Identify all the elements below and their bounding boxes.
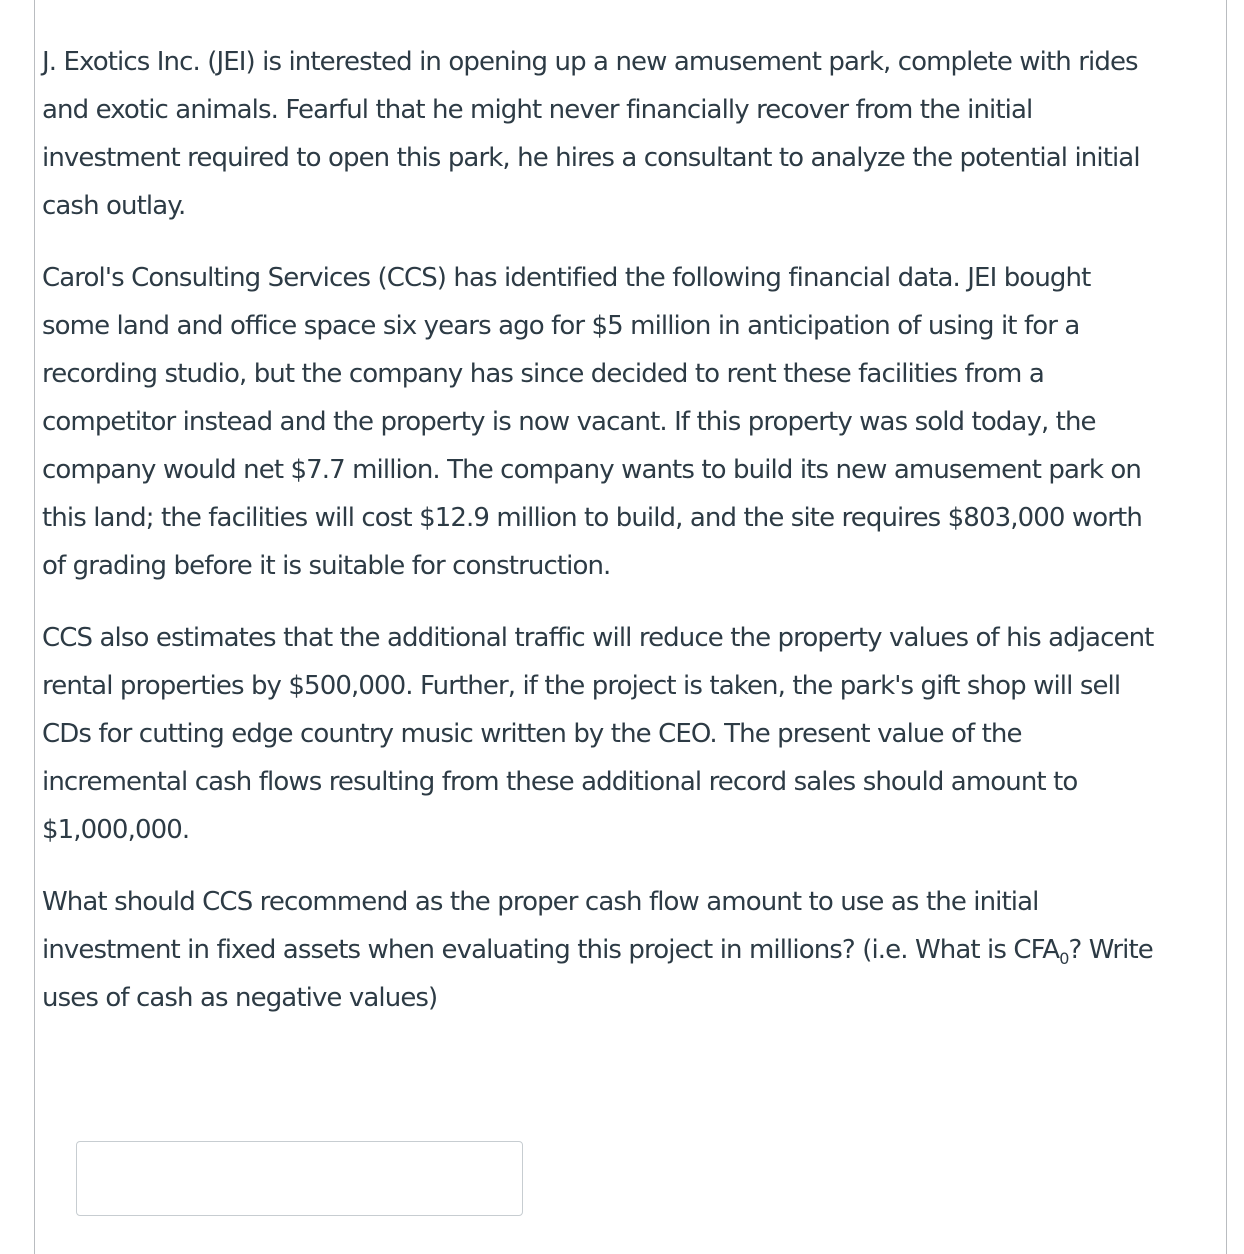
question-text — [42, 38, 1162, 1046]
question-prompt-start: What should CCS recommend as the proper cash flow amount to use as the initial investment in fixed assets when evaluating this project in millions? (i.e. What is CFA — [42, 887, 1060, 965]
question-paragraph-4 — [42, 878, 1162, 1022]
question-subscript: 0 — [1059, 949, 1069, 969]
question-paragraph-1: J. Exotics Inc. (JEI) is interested in opening up a new amusement park, complete with rides and exotic animals. Fearful that he might never financially recover from the initial investment required to open this park, he hires a consultant to analyze the potential initial cash outlay. — [42, 47, 1140, 221]
question-paragraph-2: Carol's Consulting Services (CCS) has identified the following financial data. JEI bought some land and office space six years ago for $5 million in anticipation of using it for a recording studio, but the company has since decided to rent these facilities from a competitor instead and the property is now vacant. If this property was sold today, the company would net $7.7 million. The company wants to build its new amusement park on this land; the facilities will cost $12.9 million to build, and the site requires $803,000 worth of grading before it is suitable for construction. — [42, 263, 1142, 581]
answer-input[interactable] — [76, 1141, 523, 1216]
question-paragraph-3: CCS also estimates that the additional traffic will reduce the property values of his adjacent rental properties by $500,000. Further, if the project is taken, the park's gift shop will sell CDs for cutting edge country music written by the CEO. The present value of the incremental cash flows resulting from these additional record sales should amount to $1,000,000. — [42, 623, 1154, 845]
question-prompt-end: ? Write uses of cash as negative values) — [42, 935, 1153, 1013]
